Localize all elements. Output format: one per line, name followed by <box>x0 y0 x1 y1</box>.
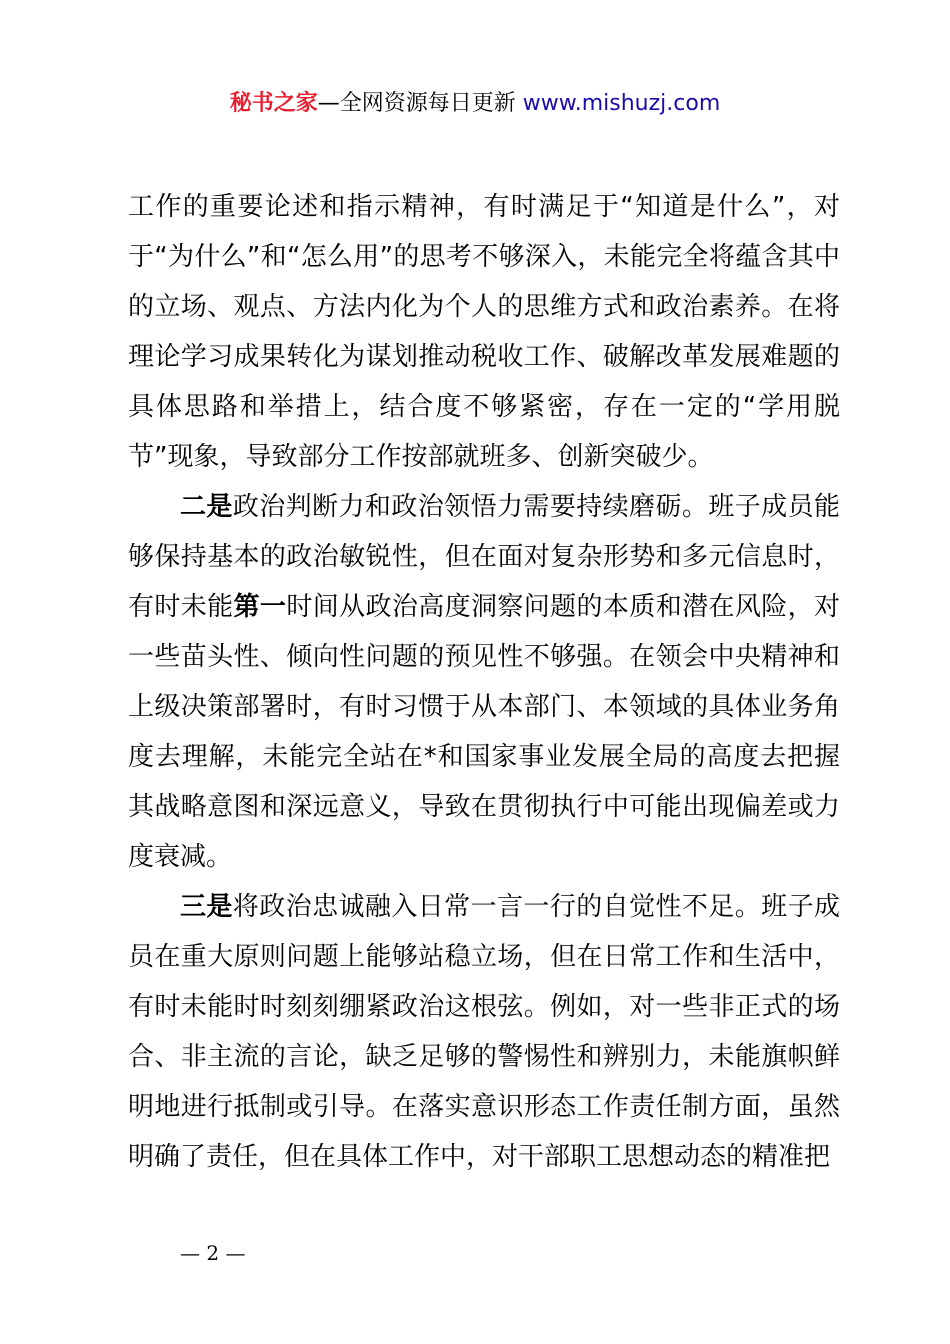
brand-name: 秘书之家 <box>229 91 318 116</box>
header-tagline: —全网资源每日更新 <box>317 91 523 116</box>
paragraph-second-point <box>128 482 840 882</box>
site-url-link[interactable]: www.mishuzj.com <box>522 91 721 116</box>
site-header <box>0 86 950 122</box>
point-lead-third: 三是 <box>180 892 233 922</box>
paragraph-text-part-a: 政治判断力和政治领悟力需要持续磨砺。班子成员能够保持基本的政治敏锐性，但在面对复杂形势和多元信息时，有时未能 <box>128 492 840 622</box>
paragraph-text: 将政治忠诚融入日常一言一行的自觉性不足。班子成员在重大原则问题上能够站稳立场，但在日常工作和生活中，有时未能时时刻刻绷紧政治这根弦。例如，对一些非正式的场合、非主流的言论，缺乏足够的警惕性和辨别力，未能旗帜鲜明地进行抵制或引导。在落实意识形态工作责任制方面，虽然明确了责任，但在具体工作中，对干部职工思想动态的精准把 <box>128 892 840 1172</box>
page-number: — 2 — <box>180 1241 246 1265</box>
paragraph-text-part-b: 时间从政治高度洞察问题的本质和潜在风险，对一些苗头性、倾向性问题的预见性不够强。在领会中央精神和上级决策部署时，有时习惯于从本部门、本领域的具体业务角度去理解，未能完全站在*和国家事业发展全局的高度去把握其战略意图和深远意义，导致在贯彻执行中可能出现偏差或力度衰减。 <box>128 592 840 872</box>
paragraph-third-point <box>128 882 840 1182</box>
document-body <box>128 182 840 1182</box>
point-lead-second: 二是 <box>180 492 233 522</box>
bold-first-emphasis: 第一 <box>233 592 287 622</box>
paragraph-continued: 工作的重要论述和指示精神，有时满足于“知道是什么”，对于“为什么”和“怎么用”的思考不够深入，未能完全将蕴含其中的立场、观点、方法内化为个人的思维方式和政治素养。在将理论学习成果转化为谋划推动税收工作、破解改革发展难题的具体思路和举措上，结合度不够紧密，存在一定的“学用脱节”现象，导致部分工作按部就班多、创新突破少。 <box>128 192 840 472</box>
